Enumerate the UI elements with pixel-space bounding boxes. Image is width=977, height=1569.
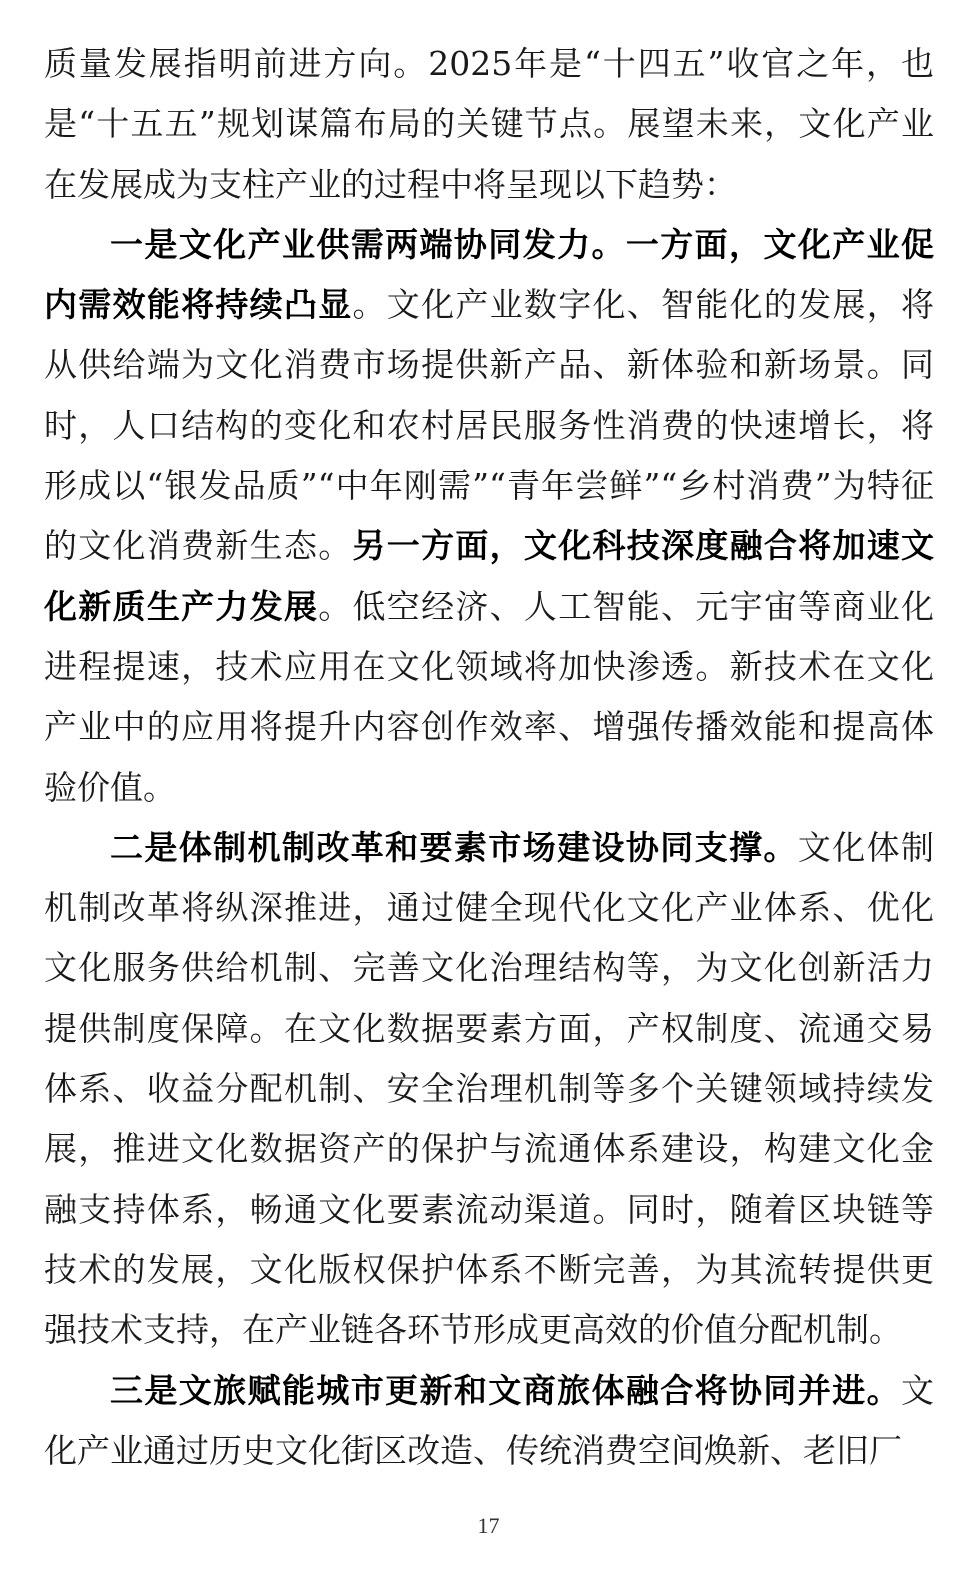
- text-urban-renewal: 文化产业通过历史文化街区改造、传统消费空间焕新、老旧厂: [44, 1370, 934, 1470]
- heading-supply-demand: 一是文化产业供需两端协同发力。: [110, 224, 626, 264]
- paragraph-institutional-reform: [44, 818, 934, 1361]
- subheading-tech-integration: 另一方面，文化科技深度融合将加速文化新质生产力发展: [44, 526, 935, 626]
- intro-paragraph: [44, 34, 934, 215]
- intro-text: 质量发展指明前进方向。2025年是“十四五”收官之年，也是“十五五”规划谋篇布局的关键节点。展望未来，文化产业在发展成为支柱产业的过程中将呈现以下趋势：: [44, 44, 934, 204]
- paragraph-supply-demand: [44, 215, 934, 818]
- paragraph-urban-renewal: [44, 1361, 934, 1482]
- subheading-domestic-demand: 一方面，文化产业促内需效能将持续凸显: [44, 224, 935, 325]
- heading-urban-renewal: 三是文旅赋能城市更新和文商旅体融合将协同并进。: [110, 1370, 901, 1410]
- page-number: 17: [477, 1513, 500, 1538]
- text-institutional-reform: 文化体制机制改革将纵深推进，通过健全现代化文化产业体系、优化文化服务供给机制、完善文化治理结构等，为文化创新活力提供制度保障。在文化数据要素方面，产权制度、流通交易体系、收益分配机制、安全治理机制等多个关键领域持续发展，推进文化数据资产的保护与流通体系建设，构建文化金融支持体系，畅通文化要素流动渠道。同时，随着区块链等技术的发展，文化版权保护体系不断完善，为其流转提供更强技术支持，在产业链各环节形成更高效的价值分配机制。: [44, 827, 935, 1350]
- text-domestic-demand: 。文化产业数字化、智能化的发展，将从供给端为文化消费市场提供新产品、新体验和新场景。同时，人口结构的变化和农村居民服务性消费的快速增长，将形成以“银发品质”“中年刚需”“青年尝鲜”“乡村消费”为特征的文化消费新生态。: [44, 285, 935, 566]
- heading-institutional-reform: 二是体制机制改革和要素市场建设协同支撑。: [110, 827, 798, 867]
- body-text: [44, 34, 934, 1481]
- text-tech-integration: 。低空经济、人工智能、元宇宙等商业化进程提速，技术应用在文化领域将加快渗透。新技术在文化产业中的应用将提升内容创作效率、增强传播效能和提高体验价值。: [44, 586, 935, 807]
